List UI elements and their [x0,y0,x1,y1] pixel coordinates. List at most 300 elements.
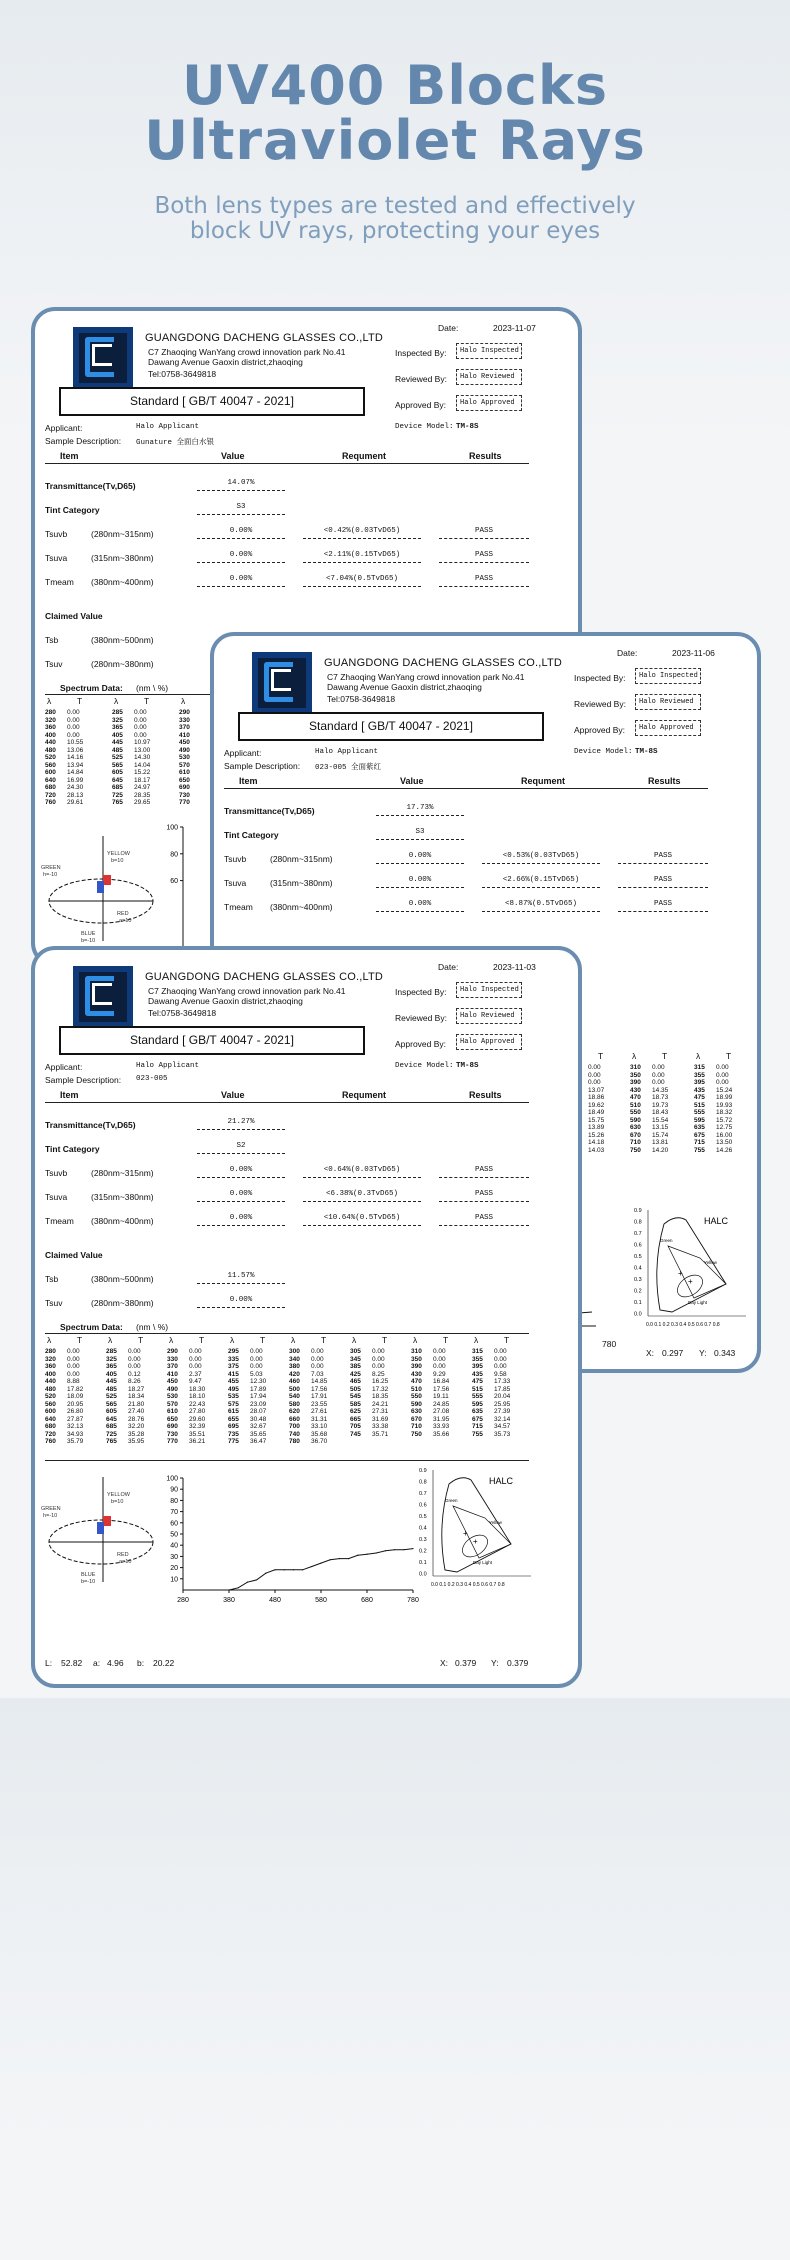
spectrum-transmittance: 17.56 [311,1385,328,1393]
spectrum-row [289,1423,344,1431]
spectrum-row [472,1416,527,1424]
spectrum-transmittance: 34.93 [67,1430,84,1438]
spectrum-wavelength: 540 [289,1393,300,1400]
spectrum-wavelength: 430 [630,1086,641,1094]
claimed-value-label: Claimed Value [45,1250,103,1260]
spectrum-transmittance: 0.00 [189,1363,202,1370]
t-header: T [77,696,83,706]
spectrum-row [228,1431,283,1439]
spectrum-transmittance: 0.00 [588,1064,601,1071]
spectrum-row [45,754,106,762]
spectrum-wavelength: 485 [106,1385,117,1393]
lambda-header: λ [632,1051,637,1061]
device-value: TM-8S [456,423,479,431]
tsuva-range: (315nm~380nm) [91,1192,154,1202]
spectrum-wavelength: 480 [45,746,56,754]
spectrum-wavelength: 525 [112,754,123,761]
spectrum-transmittance: 18.17 [134,776,151,784]
spectrum-wavelength: 570 [167,1400,178,1408]
red-marker [103,1516,111,1526]
spectrum-transmittance: 27.40 [128,1408,145,1415]
spectrum-column [630,1064,688,1154]
cie-y-tick: 0.2 [634,1288,642,1295]
x-tick-label-780: 780 [602,1339,617,1349]
spectrum-row [472,1401,527,1409]
tmean-req-line [303,586,421,587]
transmittance-point [302,1569,303,1570]
color-label-yellow_h: b=10 [111,1499,124,1505]
spectrum-transmittance: 20.95 [67,1400,84,1408]
spectrum-transmittance: 18.27 [128,1385,145,1393]
spectrum-transmittance: 10.55 [67,739,84,746]
spectrum-wavelength: 300 [289,1348,300,1355]
spectrum-transmittance: 0.00 [716,1071,729,1079]
transmittance-point [311,1566,312,1567]
spectrum-row [228,1438,283,1446]
tsuv-value-line [197,1307,285,1308]
tsb-value: 11.57% [227,1272,255,1280]
cie-y-tick: 0.6 [634,1242,642,1249]
tsuva-label: Tsuva [45,1192,68,1202]
tmean-value-line [376,911,464,912]
spectrum-row [112,739,173,747]
spectrum-wavelength: 415 [228,1370,239,1378]
tint-category-label: Tint Category [224,830,279,840]
spectrum-row [289,1438,344,1446]
spectrum-wavelength: 340 [289,1355,300,1363]
approved-label: Approved By: [395,1039,447,1049]
spectrum-wavelength: 395 [472,1363,483,1370]
spectrum-transmittance: 18.49 [588,1109,605,1116]
blue-marker [97,1522,104,1534]
spectrum-row [45,739,106,747]
spectrum-wavelength: 330 [179,716,190,724]
blue-marker [97,881,104,893]
spectrum-transmittance: 16.00 [716,1131,733,1139]
transmittance-value: 17.73% [406,804,434,812]
spectrum-transmittance: 32.14 [494,1415,511,1423]
spectrum-wavelength: 675 [472,1415,483,1423]
halc-label: HALC [704,1216,729,1226]
tsuva-value: 0.00% [408,876,432,884]
tint-category-label: Tint Category [45,1144,100,1154]
y-tick-label: 100 [166,824,178,832]
x-tick-label: 780 [407,1597,419,1604]
spectrum-row [112,792,173,800]
cie-y-tick: 0.6 [419,1502,427,1509]
spectrum-wavelength: 315 [472,1348,483,1355]
x-tick-label: 680 [361,1597,373,1604]
cie-y-tick: 0.4 [634,1265,642,1272]
a-value: 4.96 [107,1658,124,1668]
tsuvb-value-line [197,1177,285,1178]
transmittance-value: 21.27% [227,1118,255,1126]
tmean-result: PASS [653,900,672,908]
spectrum-wavelength: 495 [228,1385,239,1393]
spectrum-wavelength: 450 [179,739,190,746]
spectrum-wavelength: 305 [350,1348,361,1355]
spectrum-row [106,1431,161,1439]
tmean-result-line [439,1225,529,1226]
spectrum-transmittance: 17.82 [67,1385,84,1393]
approved-value: Halo Approved [456,395,522,411]
tsuvb-label: Tsuvb [224,854,247,864]
transmittance-label: Transmittance(Tv,D65) [45,481,136,491]
spectrum-row [472,1348,527,1356]
y-tick-label: 20 [170,1565,178,1573]
sample-label: Sample Description: [224,761,301,771]
y-tick-label: 10 [170,1576,178,1584]
transmittance-label: Transmittance(Tv,D65) [224,806,315,816]
cie-label-daylight: Day Light [473,1560,493,1565]
tsuvb-value: 0.00% [408,852,432,860]
company-address-1: C7 Zhaoqing WanYang crowd innovation park No.41 [148,986,346,996]
spectrum-transmittance: 0.00 [67,1363,80,1370]
tsuva-result: PASS [474,551,493,559]
spectrum-transmittance: 0.00 [433,1355,446,1363]
tmean-result: PASS [474,575,493,583]
spectrum-row [112,784,173,792]
transmittance-point [339,1558,340,1559]
spectrum-wavelength: 600 [45,1408,56,1415]
tmean-value: 0.00% [229,575,253,583]
y-tick-label: 80 [170,1497,178,1505]
spectrum-transmittance: 15.75 [588,1116,605,1124]
spectrum-row [694,1124,752,1132]
transmittance-point [376,1552,377,1553]
spectrum-transmittance: 35.71 [372,1430,389,1438]
spectrum-row [694,1072,752,1080]
spectrum-wavelength: 410 [179,731,190,739]
spectrum-transmittance: 14.35 [652,1086,669,1094]
standard-box: Standard [ GB/T 40047 - 2021] [238,712,544,741]
cie-y-tick: 0.1 [634,1300,642,1306]
color-label-yellow_h: b=10 [111,858,124,864]
spectrum-row [112,709,173,717]
spectrum-row [694,1117,752,1125]
spectrum-wavelength: 550 [630,1109,641,1116]
spectrum-wavelength: 635 [472,1408,483,1415]
spectrum-transmittance: 0.00 [128,1355,141,1363]
spectrum-row [167,1378,222,1386]
spectrum-transmittance: 36.21 [189,1438,206,1445]
tmean-value: 0.00% [408,900,432,908]
spectrum-transmittance: 17.91 [311,1393,328,1400]
t-header: T [598,1051,604,1061]
tsuvb-range: (280nm~315nm) [91,1168,154,1178]
spectrum-transmittance: 14.03 [588,1146,605,1154]
tsuvb-result-line [439,1177,529,1178]
spectrum-transmittance: 32.39 [189,1423,206,1430]
tmean-req-line [482,911,600,912]
tsuv-range: (280nm~380nm) [91,1298,154,1308]
spectrum-unit: (nm \ %) [136,1322,169,1332]
lambda-header: λ [291,1335,296,1345]
spectrum-wavelength: 590 [411,1400,422,1408]
spectrum-wavelength: 755 [694,1146,705,1154]
spectrum-transmittance: 13.50 [716,1139,733,1146]
b-value: 20.22 [153,1658,175,1668]
spectrum-column [350,1348,405,1438]
spectrum-transmittance: 35.66 [433,1430,450,1438]
spectrum-wavelength: 325 [106,1355,117,1363]
sample-value: Gunature 全面白水银 [136,439,215,447]
tsuva-range: (315nm~380nm) [91,553,154,563]
spectrum-transmittance: 35.51 [189,1430,206,1438]
spectrum-transmittance: 0.00 [652,1064,665,1071]
spectrum-transmittance: 13.06 [67,746,84,754]
spectrum-transmittance: 24.97 [134,784,151,791]
spectrum-transmittance: 18.32 [716,1109,733,1116]
t-header: T [726,1051,732,1061]
spectrum-row [694,1094,752,1102]
spectrum-wavelength: 445 [106,1378,117,1385]
report-card-3 [31,946,582,1688]
cie-label-daylight: Day Light [688,1300,708,1305]
spectrum-wavelength: 750 [630,1146,641,1154]
spectrum-wavelength: 310 [411,1348,422,1355]
spectrum-wavelength: 310 [630,1064,641,1071]
spectrum-wavelength: 500 [289,1385,300,1393]
spectrum-transmittance: 16.25 [372,1378,389,1385]
l-value: 52.82 [61,1658,83,1668]
spectrum-row [106,1423,161,1431]
spectrum-wavelength: 360 [45,724,56,731]
transmittance-point [394,1549,395,1550]
spectrum-row [350,1356,405,1364]
spectrum-wavelength: 440 [45,739,56,746]
spectrum-wavelength: 720 [45,1430,56,1438]
tmean-label: Tmeam [224,902,253,912]
y-tick-label: 70 [170,1509,178,1517]
spectrum-row [112,747,173,755]
cie-x-ticks: 0.0 0.1 0.2 0.3 0.4 0.5 0.6 0.7 0.8 [646,1322,720,1328]
spectrum-column [106,1348,161,1446]
spectrum-transmittance: 18.99 [716,1094,733,1101]
spectrum-row [630,1147,688,1155]
tsuv-value: 0.00% [229,1296,253,1304]
spectrum-wavelength: 455 [228,1378,239,1385]
spectrum-wavelength: 445 [112,739,123,746]
spectrum-row [106,1401,161,1409]
spectrum-row [45,1371,100,1379]
spectrum-wavelength: 430 [411,1370,422,1378]
spectrum-row [228,1356,283,1364]
inspected-label: Inspected By: [574,673,626,683]
spectrum-row [350,1378,405,1386]
spectrum-wavelength: 745 [350,1430,361,1438]
spectrum-wavelength: 620 [289,1408,300,1415]
tmean-result-line [439,586,529,587]
spectrum-row [694,1139,752,1147]
cie-y-tick: 0.2 [419,1548,427,1555]
tsuva-req-line [303,1201,421,1202]
spectrum-row [630,1079,688,1087]
spectrum-transmittance: 18.86 [588,1094,605,1101]
spectrum-row [106,1363,161,1371]
spectrum-row [411,1401,466,1409]
inspected-value: Halo Inspected [456,343,522,359]
spectrum-row [228,1393,283,1401]
spectrum-row [411,1386,466,1394]
spectrum-transmittance: 23.09 [250,1400,267,1408]
company-logo [73,327,133,389]
spectrum-wavelength: 690 [167,1423,178,1430]
header-rule [45,1102,529,1103]
header-rule [45,463,529,464]
spectrum-wavelength: 285 [112,709,123,716]
spectrum-row [45,762,106,770]
spectrum-row [45,1378,100,1386]
spectrum-row [472,1393,527,1401]
sample-label: Sample Description: [45,436,122,446]
t-header: T [77,1335,83,1345]
spectrum-transmittance: 19.62 [588,1101,605,1109]
inspected-value: Halo Inspected [635,668,701,684]
spectrum-wavelength: 400 [45,1370,56,1378]
spectrum-wavelength: 565 [106,1400,117,1408]
spectrum-wavelength: 770 [167,1438,178,1445]
spectrum-wavelength: 740 [289,1430,300,1438]
lambda-header: λ [47,696,52,706]
spectrum-row [45,1408,100,1416]
tint-category-value-line [376,839,464,840]
spectrum-row [45,724,106,732]
spectrum-transmittance: 0.00 [67,1370,80,1378]
spectrum-transmittance: 0.00 [372,1355,385,1363]
spectrum-transmittance: 33.38 [372,1423,389,1430]
spectrum-row [45,769,106,777]
spectrum-row [630,1102,688,1110]
spectrum-wavelength: 405 [106,1370,117,1378]
tmean-range: (380nm~400nm) [91,577,154,587]
spectrum-transmittance: 0.00 [588,1071,601,1079]
spectrum-transmittance: 8.88 [67,1378,80,1385]
cie-y-tick: 0.7 [634,1231,642,1237]
spectrum-wavelength: 460 [289,1378,300,1385]
spectrum-wavelength: 695 [228,1423,239,1430]
spectrum-transmittance: 24.30 [67,784,84,791]
spectrum-wavelength: 765 [112,799,123,806]
spectrum-row [630,1072,688,1080]
spectrum-row [228,1408,283,1416]
spectrum-row [630,1087,688,1095]
b-label: b: [137,1658,145,1668]
color-label-yellow: YELLOW [107,1492,130,1498]
tmean-label: Tmeam [45,1216,74,1226]
spectrum-row [106,1371,161,1379]
y-coord-label: Y: [491,1658,499,1668]
x-tick-label: 580 [315,1597,327,1604]
col-item-header: Item [239,776,258,786]
spectrum-wavelength: 295 [228,1348,239,1355]
spectrum-transmittance: 0.00 [134,724,147,731]
spectrum-wavelength: 520 [45,1393,56,1400]
spectrum-row [289,1393,344,1401]
date-label: Date: [438,323,459,333]
spectrum-row [411,1378,466,1386]
spectrum-wavelength: 525 [106,1393,117,1400]
spectrum-wavelength: 585 [350,1400,361,1408]
applicant-label: Applicant: [224,748,262,758]
t-header: T [260,1335,266,1345]
spectrum-wavelength: 650 [167,1415,178,1423]
spectrum-wavelength: 705 [350,1423,361,1430]
spectrum-transmittance: 18.35 [372,1393,389,1400]
spectrum-transmittance: 27.39 [494,1408,511,1415]
spectrum-transmittance: 8.25 [372,1370,385,1378]
tsuva-label: Tsuva [45,553,68,563]
tsb-range: (380nm~500nm) [91,635,154,645]
spectrum-wavelength: 630 [411,1408,422,1415]
spectrum-wavelength: 610 [179,769,190,776]
spectrum-transmittance: 0.00 [716,1064,729,1071]
spectrum-wavelength: 385 [350,1363,361,1370]
spectrum-transmittance: 0.00 [250,1355,263,1363]
spectrum-wavelength: 720 [45,791,56,799]
tsuvb-range: (280nm~315nm) [91,529,154,539]
spectrum-transmittance: 16.99 [67,776,84,784]
spectrum-row [694,1102,752,1110]
transmittance-point [228,1589,229,1590]
reviewed-label: Reviewed By: [574,699,626,709]
spectrum-wavelength: 730 [179,791,190,799]
spectrum-wavelength: 600 [45,769,56,776]
spectrum-transmittance: 28.13 [67,791,84,799]
spectrum-row [411,1423,466,1431]
spectrum-wavelength: 580 [289,1400,300,1408]
spectrum-row [694,1132,752,1140]
spectrum-wavelength: 425 [350,1370,361,1378]
x-tick-label: 480 [269,1597,281,1604]
cie-marker-2: + [688,1277,693,1286]
tsuvb-req-line [303,538,421,539]
spectrum-wavelength: 595 [472,1400,483,1408]
transmittance-point [293,1569,294,1570]
col-requirement-header: Requment [521,776,566,786]
cie-marker-2: + [473,1537,478,1546]
tsuva-requirement: <2.66%(0.15TvD65) [502,876,580,884]
transmittance-series-line [229,1549,413,1590]
tmean-range: (380nm~400nm) [91,1216,154,1226]
tsuva-value-line [376,887,464,888]
company-address-2: Dawang Avenue Gaoxin district,zhaoqing [148,357,303,367]
spectrum-row [694,1079,752,1087]
lambda-header: λ [413,1335,418,1345]
spectrum-transmittance: 27.61 [311,1408,328,1415]
lambda-header: λ [474,1335,479,1345]
tsb-range: (380nm~500nm) [91,1274,154,1284]
tsuv-label: Tsuv [45,1298,63,1308]
standard-box: Standard [ GB/T 40047 - 2021] [59,1026,365,1055]
spectrum-wavelength: 530 [179,754,190,761]
spectrum-wavelength: 640 [45,776,56,784]
transmittance-point [320,1563,321,1564]
tsuvb-requirement: <0.64%(0.03TvD65) [323,1166,401,1174]
spectrum-wavelength: 760 [45,799,56,806]
spectrum-transmittance: 36.70 [311,1438,328,1445]
spectrum-transmittance: 13.15 [652,1124,669,1131]
spectrum-row [350,1371,405,1379]
company-address-2: Dawang Avenue Gaoxin district,zhaoqing [327,682,482,692]
color-label-yellow: YELLOW [107,851,130,857]
spectrum-wavelength: 510 [411,1385,422,1393]
spectrum-transmittance: 32.67 [250,1423,267,1430]
company-name: GUANGDONG DACHENG GLASSES CO.,LTD [145,332,384,344]
tsuva-result-line [439,1201,529,1202]
transmittance-point [385,1550,386,1551]
cie-y-tick: 0.0 [634,1311,642,1318]
